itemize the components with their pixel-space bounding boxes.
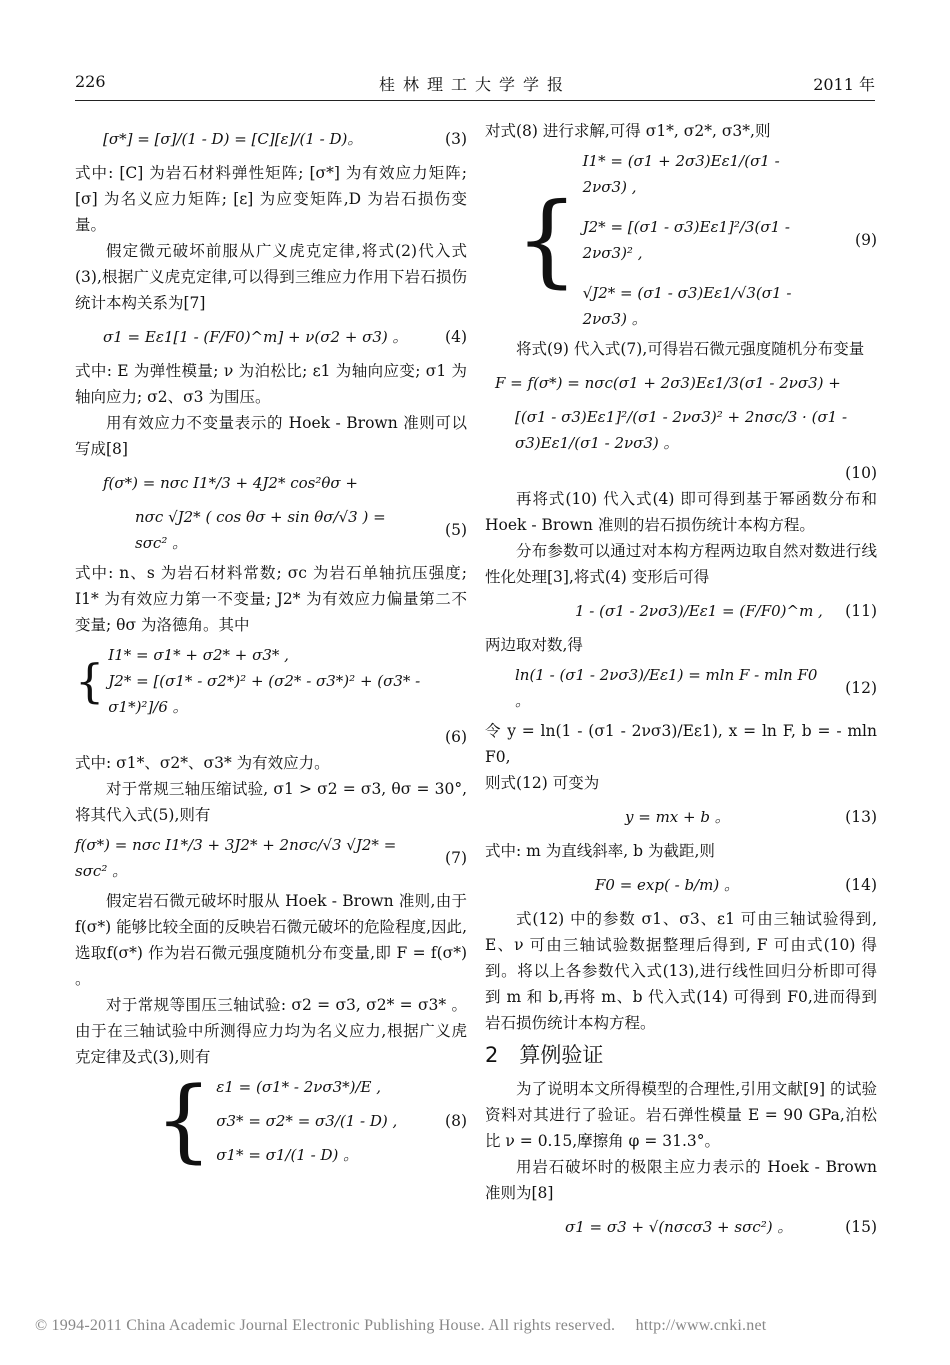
equation-number: (8) (445, 1112, 467, 1130)
paragraph: 式中: σ1*、σ2*、σ3* 为有效应力。 (75, 754, 330, 772)
equation-line: σ3* = σ2* = σ3/(1 - D) , (216, 1112, 398, 1130)
left-column (75, 118, 467, 1172)
paragraph: 令 y = ln(1 - (σ1 - 2νσ3)/Eε1), x = ln F, b = - mln F0, (485, 722, 877, 766)
journal-title: 桂林理工大学学报 (378, 75, 571, 94)
equation-number: (9) (855, 231, 877, 249)
equation-5-line-2 (75, 504, 467, 556)
equation-line: √J2* = (σ1 - σ3)Eε1/√3(σ1 - 2νσ3) 。 (582, 284, 792, 328)
equation-11 (485, 594, 877, 628)
equation-body: F = f(σ*) = nσc(σ1 + 2σ3)Eε1/3(σ1 - 2νσ3) + (495, 374, 841, 392)
equation-line: I1* = σ1* + σ2* + σ3* , (108, 646, 289, 664)
paragraph: 则式(12) 可变为 (485, 774, 600, 792)
equation-body: σ1 = Eε1[1 - (F/F0)^m] + ν(σ2 + σ3) 。 (103, 328, 408, 346)
equation-15 (485, 1210, 877, 1244)
equation-number: (6) (445, 728, 467, 746)
equation-body: y = mx + b 。 (625, 808, 730, 826)
equation-number: (3) (445, 130, 467, 148)
paragraph: 式中: [C] 为岩石材料弹性矩阵; [σ*] 为有效应力矩阵; [σ] 为名义应力矩阵; [ε] 为应变矩阵,D 为岩石损伤变量。 (75, 164, 467, 234)
section-heading: 2 算例验证 (485, 1043, 604, 1067)
equation-14 (485, 868, 877, 902)
equation-10-line-1 (485, 366, 877, 400)
equation-line: J2* = [(σ1* - σ2*)² + (σ2* - σ3*)² + (σ3* - σ1*)²]/6 。 (108, 672, 421, 716)
equation-number: (13) (845, 808, 877, 826)
right-column (485, 118, 877, 1248)
equation-body: ln(1 - (σ1 - 2νσ3)/Eε1) = mln F - mln F0 。 (515, 666, 818, 710)
paragraph: 式中: E 为弹性模量; ν 为泊松比; ε1 为轴向应变; σ1 为轴向应力; σ2、σ3 为围压。 (75, 362, 467, 406)
equation-number: (10) (845, 464, 877, 482)
equation-number: (14) (845, 876, 877, 894)
equation-number: (12) (845, 679, 877, 697)
equation-10-line-2 (485, 404, 877, 456)
equation-number: (4) (445, 328, 467, 346)
paragraph: 将式(9) 代入式(7),可得岩石微元强度随机分布变量 (516, 340, 865, 358)
paragraph: 两边取对数,得 (485, 636, 583, 654)
equation-line: σ1* = σ1/(1 - D) 。 (216, 1146, 359, 1164)
page-number: 226 (75, 72, 106, 91)
equation-9 (485, 148, 877, 332)
paragraph: 式(12) 中的参数 σ1、σ3、ε1 可由三轴试验得到, E、ν 可由三轴试验数据整理后得到, F 可由式(10) 得到。将以上各参数代入式(13),进行线性回归分析即可得到 m 和 b,再将 m、b 代入式(14) 可得到 F0,进而得到岩石损伤统计本构方程。 (485, 910, 877, 1032)
equation-6 (75, 642, 467, 720)
publication-year: 2011 年 (813, 75, 875, 94)
equation-line: I1* = (σ1 + 2σ3)Eε1/(σ1 - 2νσ3) , (582, 152, 780, 196)
paragraph: 对式(8) 进行求解,可得 σ1*, σ2*, σ3*,则 (485, 122, 771, 140)
equation-body: f(σ*) = nσc I1*/3 + 4J2* cos²θσ + (103, 474, 358, 492)
equation-line: J2* = [(σ1 - σ3)Eε1]²/3(σ1 - 2νσ3)² , (582, 218, 790, 262)
header-rule (75, 100, 875, 101)
equation-body: 1 - (σ1 - 2νσ3)/Eε1 = (F/F0)^m , (575, 602, 823, 620)
paragraph: 式中: m 为直线斜率, b 为截距,则 (485, 842, 715, 860)
equation-number: (11) (845, 602, 877, 620)
left-brace: { (515, 181, 579, 298)
copyright-footer: © 1994-2011 China Academic Journal Electronic Publishing House. All rights reserved. http://www.cnki.net (35, 1317, 767, 1334)
paragraph: 再将式(10) 代入式(4) 即可得到基于幂函数分布和 Hoek - Brown 准则的岩石损伤统计本构方程。 (485, 490, 877, 534)
equation-body: [σ*] = [σ]/(1 - D) = [C][ε]/(1 - D)。 (103, 130, 363, 148)
page-header (75, 72, 875, 102)
paragraph: 式中: n、s 为岩石材料常数; σc 为岩石单轴抗压强度; I1* 为有效应力第一不变量; J2* 为有效应力偏量第二不变量; θσ 为洛德角。其中 (75, 564, 467, 634)
equation-body: nσc √J2* ( cos θσ + sin θσ/√3 ) = sσc² 。 (135, 508, 386, 552)
equation-body: F0 = exp( - b/m) 。 (595, 876, 739, 894)
equation-8 (75, 1068, 467, 1173)
paragraph: 对于常规等围压三轴试验: σ2 = σ3, σ2* = σ3* 。由于在三轴试验中所测得应力均为名义应力,根据广义虎克定律及式(3),则有 (75, 996, 467, 1066)
equation-3 (75, 122, 467, 156)
equation-body: f(σ*) = nσc I1*/3 + 3J2* + 2nσc/√3 √J2* = sσc² 。 (75, 836, 397, 880)
equation-7 (75, 832, 467, 884)
paragraph: 假定岩石微元破坏时服从 Hoek - Brown 准则,由于f(σ*) 能够比较全面的反映岩石微元破坏的危险程度,因此,选取f(σ*) 作为岩石微元强度随机分布变量,即 F = f(σ*) 。 (75, 892, 467, 988)
equation-number: (5) (445, 521, 467, 539)
equation-5-line-1 (75, 466, 467, 500)
equation-4 (75, 320, 467, 354)
paragraph: 为了说明本文所得模型的合理性,引用文献[9] 的试验资料对其进行了验证。岩石弹性模量 E = 90 GPa,泊松比 ν = 0.15,摩擦角 φ = 31.3°。 (485, 1080, 877, 1150)
equation-13 (485, 800, 877, 834)
equation-number: (15) (845, 1218, 877, 1236)
equation-12 (485, 662, 877, 714)
equation-number: (7) (445, 849, 467, 867)
equation-body: σ1 = σ3 + √(nσcσ3 + sσc²) 。 (565, 1218, 793, 1236)
paragraph: 用有效应力不变量表示的 Hoek - Brown 准则可以写成[8] (75, 414, 467, 458)
paragraph: 对于常规三轴压缩试验, σ1 > σ2 = σ3, θσ = 30°,将其代入式(5),则有 (75, 780, 467, 824)
paragraph: 分布参数可以通过对本构方程两边取自然对数进行线性化处理[3],将式(4) 变形后可得 (485, 542, 877, 586)
left-brace: { (75, 654, 105, 708)
paragraph: 用岩石破坏时的极限主应力表示的 Hoek - Brown 准则为[8] (485, 1158, 877, 1202)
equation-body: [(σ1 - σ3)Eε1]²/(σ1 - 2νσ3)² + 2nσc/3 · (σ1 - σ3)Eε1/(σ1 - 2νσ3) 。 (515, 408, 848, 452)
paragraph: 假定微元破坏前服从广义虎克定律,将式(2)代入式(3),根据广义虎克定律,可以得到三维应力作用下岩石损伤统计本构关系为[7] (75, 242, 467, 312)
equation-line: ε1 = (σ1* - 2νσ3*)/E , (216, 1078, 382, 1096)
left-brace: { (155, 1068, 213, 1173)
